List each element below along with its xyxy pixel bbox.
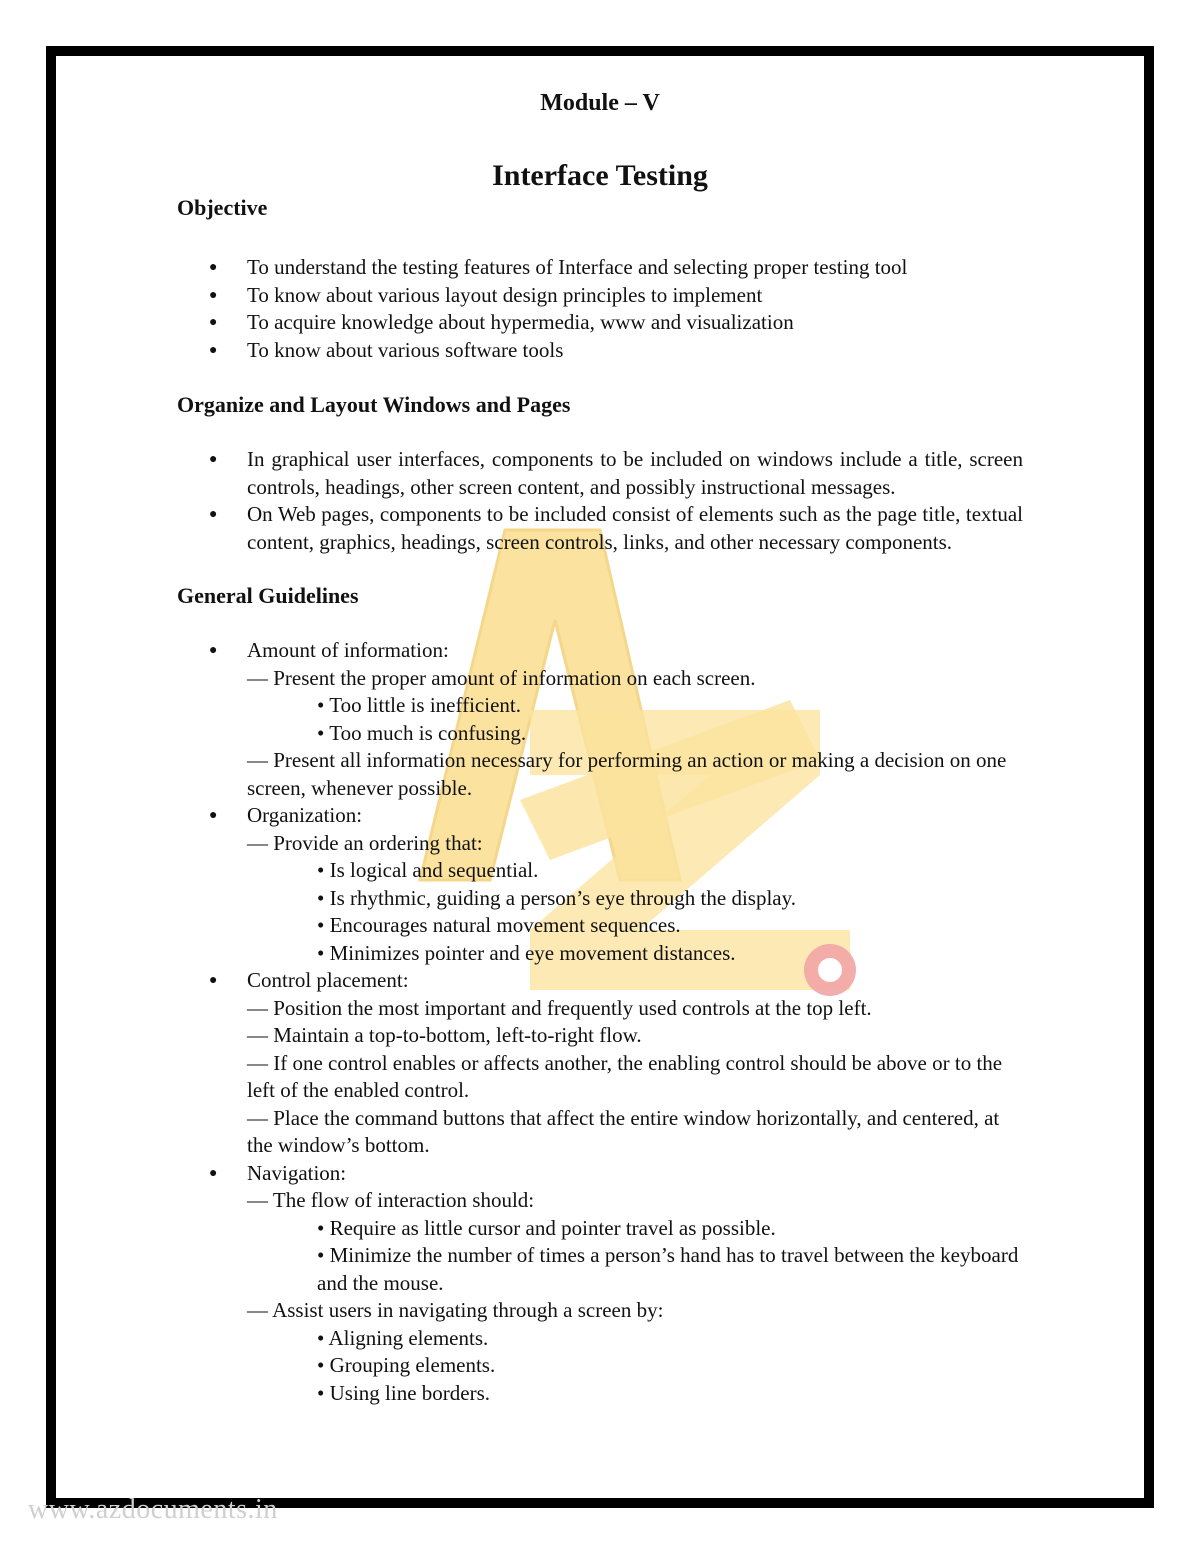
guideline-navigation [177, 1160, 1023, 1408]
guideline-subpoint: • Encourages natural movement sequences. [317, 913, 681, 937]
list-item: ● To know about various software tools [177, 337, 1023, 365]
guideline-label: Navigation: [247, 1160, 347, 1185]
guideline-line: — Provide an ordering that: [247, 830, 483, 855]
guideline-subpoint: • Aligning elements. [317, 1325, 489, 1350]
footer-watermark: www.azdocuments.in [28, 1494, 278, 1525]
guideline-label: Amount of information: [247, 638, 449, 662]
guideline-line: — Position the most important and frequently used controls at the top left. [247, 995, 872, 1020]
guideline-label: Organization: [247, 803, 363, 827]
page-title: Interface Testing [492, 159, 708, 192]
guideline-line: — Present the proper amount of information on each screen. [247, 665, 756, 690]
guideline-line: — Maintain a top-to-bottom, left-to-right flow. [247, 1023, 642, 1047]
objective-list [177, 254, 1023, 364]
module-title: Module – V [540, 90, 660, 116]
guideline-label: Control placement: [247, 968, 409, 992]
guidelines-heading: General Guidelines [177, 583, 359, 608]
list-item: ● To acquire knowledge about hypermedia, www and visualization [177, 309, 1023, 337]
guideline-subpoint: • Require as little cursor and pointer travel as possible. [317, 1215, 776, 1240]
list-item: ● To know about various layout design principles to implement [177, 282, 1023, 310]
guideline-subpoint: • Is logical and sequential. [317, 858, 539, 882]
guideline-subpoint: • Minimizes pointer and eye movement distances. [317, 940, 736, 965]
organize-list [177, 446, 1023, 556]
list-item: ● On Web pages, components to be included consist of elements such as the page title, textual content, graphics, headings, screen controls, links, and other necessary components. [177, 501, 1023, 556]
guideline-subpoint: • Grouping elements. [317, 1353, 496, 1377]
organize-heading: Organize and Layout Windows and Pages [177, 392, 571, 417]
guideline-line: — Assist users in navigating through a screen by: [247, 1298, 664, 1322]
guideline-line: — If one control enables or affects another, the enabling control should be above or to the left of the enabled control. [247, 1050, 1003, 1102]
objective-heading: Objective [177, 195, 268, 220]
guidelines-list [177, 637, 1023, 1407]
guideline-line: — Place the command buttons that affect the entire window horizontally, and centered, at the window’s bottom. [247, 1105, 1000, 1157]
guideline-subpoint: • Minimize the number of times a person’s hand has to travel between the keyboard and the mouse. [317, 1243, 1019, 1295]
guideline-subpoint: • Is rhythmic, guiding a person’s eye through the display. [317, 885, 796, 910]
list-item: ● In graphical user interfaces, components to be included on windows include a title, screen controls, headings, other screen content, and possibly instructional messages. [177, 446, 1023, 501]
guideline-organization [177, 802, 1023, 967]
guideline-line: — Present all information necessary for performing an action or making a decision on one screen, whenever possible. [247, 748, 1007, 800]
list-item: ● To understand the testing features of Interface and selecting proper testing tool [177, 254, 1023, 282]
guideline-control [177, 967, 1023, 1160]
guideline-line: — The flow of interaction should: [247, 1188, 535, 1212]
guideline-subpoint: • Too much is confusing. [317, 720, 527, 745]
document-body [177, 88, 1023, 1407]
guideline-subpoint: • Using line borders. [317, 1380, 490, 1405]
guideline-subpoint: • Too little is inefficient. [317, 693, 521, 717]
guideline-amount [177, 637, 1023, 802]
